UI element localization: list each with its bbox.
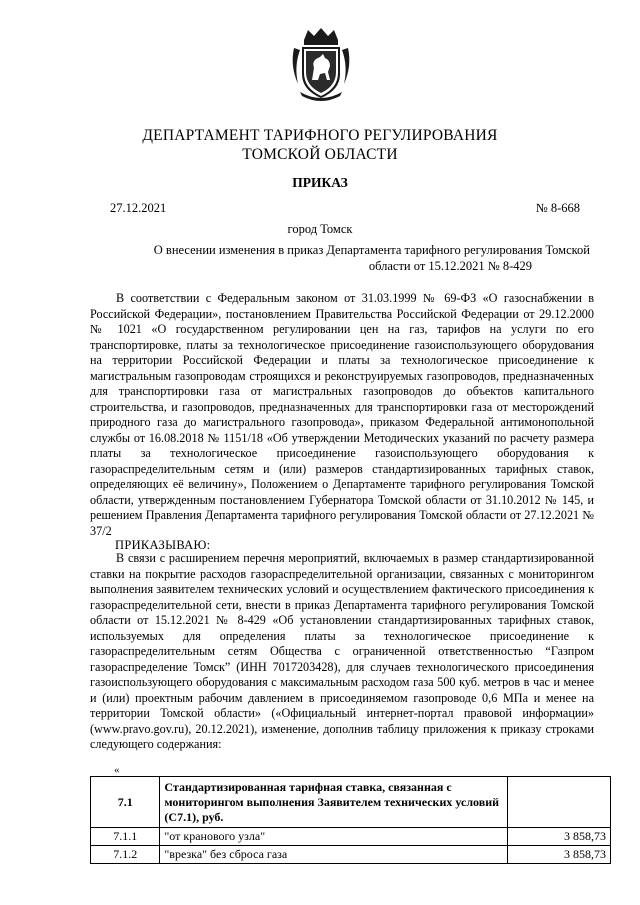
row-value: 3 858,73: [507, 828, 610, 846]
subject-line1: О внесении изменения в приказ Департамента тарифного регулирования Томской: [153, 243, 590, 257]
department-name-line1: ДЕПАРТАМЕНТ ТАРИФНОГО РЕГУЛИРОВАНИЯ: [142, 127, 498, 144]
row-code: 7.1.2: [91, 846, 160, 864]
row-title: "врезка" без сброса газа: [160, 846, 508, 864]
row-value: 3 858,73: [507, 846, 610, 864]
document-type-title: ПРИКАЗ: [292, 175, 348, 190]
document-number: № 8-668: [535, 201, 580, 215]
order-word: ПРИКАЗЫВАЮ:: [115, 538, 211, 552]
document-date: 27.12.2021: [110, 201, 167, 215]
document-subject: [110, 242, 590, 274]
table-header-value: [507, 777, 610, 828]
preamble-paragraph: В соответствии с Федеральным законом от 31.03.1999 № 69-ФЗ «О газоснабжении в Российской Федерации», постановлением Правительства Российской Федерации от 29.12.2000 № 1021 «О государственном регулировании цен на газ, тарифов на услуги по его транспортировке, платы за технологическое присоединение газоиспользующего оборудования на территории Российской Федерации и платы за технологическое присоединение к магистральным газопроводам строящихся и реконструируемых газопроводов, предназначенных для транспортировки газа от магистральных газопроводов до объектов капитального строительства, и газопроводов, предназначенных для транспортировки газа от месторождений природного газа до магистрального газопровода», приказом Федеральной антимонопольной службы от 16.08.2018 № 1151/18 «Об утверждении Методических указаний по расчету размера платы за технологическое присоединение газоиспользующего оборудования к газораспределительным сетям и (или) размеров стандартизированных тарифных ставок, определяющих её величину», Положением о Департаменте тарифного регулирования Томской области, утвержденным постановлением Губернатора Томской области от 31.10.2012 № 145, и решением Правления Департамента тарифного регулирования Томской области от 27.12.2021 № 37/2: [90, 291, 594, 538]
table-header-row: [91, 777, 611, 828]
table-row: [91, 846, 611, 864]
tomsk-coat-of-arms-emblem: [290, 26, 352, 102]
table-header-title: Стандартизированная тарифная ставка, связанная с мониторингом выполнения Заявителем технических условий (С7.1), руб.: [160, 777, 508, 828]
subject-line2: области от 15.12.2021 № 8-429: [368, 259, 532, 273]
department-name-line2: ТОМСКОЙ ОБЛАСТИ: [242, 146, 398, 163]
table-row: [91, 828, 611, 846]
document-city: город Томск: [287, 222, 353, 236]
open-quote: «: [114, 764, 120, 776]
order-paragraph: В связи с расширением перечня мероприятий, включаемых в размер стандартизированной ставки на покрытие расходов газораспределительной организации, связанных с мониторингом выполнения заявителем технических условий и осуществлением фактического присоединения к газораспределительной сети, внести в приказ Департамента тарифного регулирования Томской области от 15.12.2021 № 8-429 «Об установлении стандартизированных тарифных ставок, используемых для определения платы за технологическое присоединение к газораспределительным сетям Общества с ограниченной ответственностью “Газпром газораспределение Томск” (ИНН 7017203428), для случаев технологического присоединения газоиспользующего оборудования с максимальным расходом газа 500 куб. метров в час и менее и (или) проектным рабочим давлением в присоединяемом газопроводе 0,6 МПа и менее на территории Томской области» («Официальный интернет-портал правовой информации» (www.pravo.gov.ru), 20.12.2021), изменение, дополнив таблицу приложения к приказу строками следующего содержания:: [90, 551, 594, 751]
row-title: "от кранового узла": [160, 828, 508, 846]
tariff-table: [90, 776, 611, 864]
table-header-code: 7.1: [91, 777, 160, 828]
row-code: 7.1.1: [91, 828, 160, 846]
